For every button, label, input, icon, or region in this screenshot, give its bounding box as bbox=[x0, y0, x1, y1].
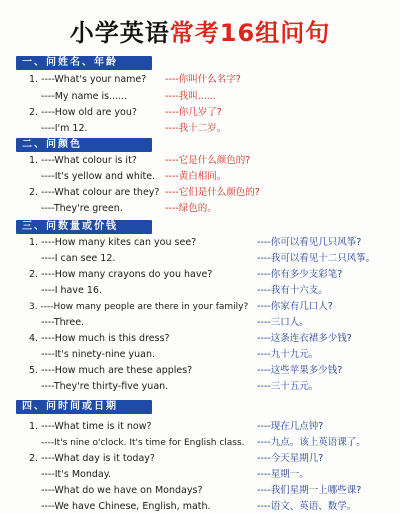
section-header-name-age: 一、问姓名、年龄 bbox=[16, 56, 152, 70]
translation-line: ----九十九元。 bbox=[257, 349, 319, 360]
question-line: 1. ----What time is it now? bbox=[29, 421, 152, 432]
question-line: 2. ----What day is it today? bbox=[29, 453, 155, 464]
answer-line: ----They're green. bbox=[41, 203, 123, 214]
answer-line: ----I have 16. bbox=[41, 285, 102, 296]
page-title bbox=[0, 18, 400, 48]
translation-line: ----我可以看见十二只风筝。 bbox=[257, 253, 376, 264]
translation-line: ----你叫什么名字? bbox=[165, 74, 241, 85]
section-header-time-date: 四、问时间或日期 bbox=[16, 400, 152, 414]
translation-line: ----你家有几口人? bbox=[257, 301, 333, 312]
question-line: 2. ----What colour are they? bbox=[29, 187, 160, 198]
translation-line: ----九点。该上英语课了。 bbox=[257, 437, 366, 448]
answer-line: ----We have Chinese, English, math. bbox=[41, 501, 211, 512]
answer-line: ----My name is...... bbox=[41, 91, 128, 102]
question-line: ----What do we have on Mondays? bbox=[41, 485, 203, 496]
translation-line: ----星期一。 bbox=[257, 469, 309, 480]
answer-line: ----Three. bbox=[41, 317, 85, 328]
answer-line: ----They're thirty-five yuan. bbox=[41, 381, 169, 392]
answer-line: ----It's nine o'clock. It's time for English class. bbox=[41, 438, 245, 448]
translation-line: ----黄白相间。 bbox=[165, 171, 227, 182]
question-line: 5. ----How much are these apples? bbox=[29, 365, 193, 376]
translation-line: ----它们是什么颜色的? bbox=[165, 187, 260, 198]
translation-line: ----它是什么颜色的? bbox=[165, 155, 251, 166]
translation-line: ----我叫...... bbox=[165, 91, 216, 102]
question-line: 1. ----What colour is it? bbox=[29, 155, 137, 166]
translation-line: ----语文、英语、数学。 bbox=[257, 501, 357, 512]
question-line: 1. ----What's your name? bbox=[29, 74, 147, 85]
translation-line: ----今天星期几? bbox=[257, 453, 324, 464]
translation-line: ----我十二岁。 bbox=[165, 123, 227, 134]
question-line: 2. ----How old are you? bbox=[29, 107, 137, 118]
answer-line: ----It's yellow and white. bbox=[41, 171, 156, 182]
translation-line: ----三十五元。 bbox=[257, 381, 319, 392]
title-part1: 小学英语 bbox=[69, 19, 170, 47]
answer-line: ----I'm 12. bbox=[41, 123, 88, 134]
question-line: 4. ----How much is this dress? bbox=[29, 333, 170, 344]
section-header-colour: 二、问颜色 bbox=[16, 138, 152, 152]
translation-line: ----这条连衣裙多少钱? bbox=[257, 333, 352, 344]
translation-line: ----我们星期一上哪些课? bbox=[257, 485, 362, 496]
answer-line: ----It's ninety-nine yuan. bbox=[41, 349, 156, 360]
translation-line: ----你可以看见几只风筝? bbox=[257, 237, 362, 248]
section-header-quantity-price: 三、问数量或价钱 bbox=[16, 220, 152, 234]
translation-line: ----我有十六支。 bbox=[257, 285, 328, 296]
question-line: 2. ----How many crayons do you have? bbox=[29, 269, 213, 280]
answer-line: ----It's Monday. bbox=[41, 469, 111, 480]
translation-line: ----这些苹果多少钱? bbox=[257, 365, 343, 376]
translation-line: ----你有多少支彩笔? bbox=[257, 269, 343, 280]
answer-line: ----I can see 12. bbox=[41, 253, 116, 264]
title-part2: 常考16组问句 bbox=[169, 19, 331, 47]
translation-line: ----绿色的。 bbox=[165, 203, 217, 214]
translation-line: ----三口人。 bbox=[257, 317, 309, 328]
translation-line: ----你几岁了? bbox=[165, 107, 222, 118]
question-line: 3. ----How many people are there in your family? bbox=[29, 302, 249, 312]
translation-line: ----现在几点钟? bbox=[257, 421, 324, 432]
question-line: 1. ----How many kites can you see? bbox=[29, 237, 197, 248]
